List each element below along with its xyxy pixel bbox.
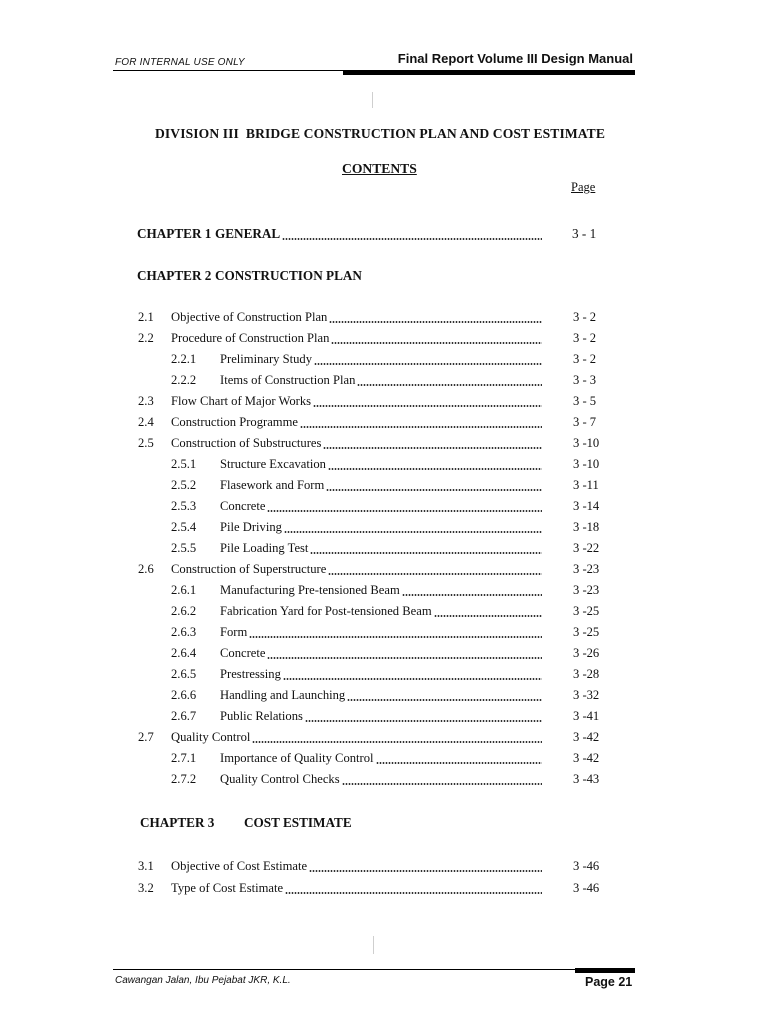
toc-dot-leader (376, 762, 542, 764)
toc-row (0, 727, 768, 747)
toc-dot-leader (249, 636, 542, 638)
toc-row (0, 433, 768, 453)
toc-page-number: 3 -23 (573, 583, 600, 597)
toc-number: 2.7.1 (171, 751, 197, 765)
toc-page-number: 3 -18 (573, 520, 600, 534)
toc-number: 2.3 (138, 394, 154, 408)
toc-label-pile-driving: Pile Driving (220, 520, 282, 534)
toc-dot-leader (323, 447, 542, 449)
toc-row (0, 601, 768, 621)
page-column-header: Page (571, 180, 596, 194)
toc-page-number: 3 - 2 (573, 331, 597, 345)
toc-row (0, 769, 768, 789)
toc-label-prestressing: Prestressing (220, 667, 281, 681)
toc-page-number: 3 - 2 (573, 310, 597, 324)
toc-label-manufacturing-pre-tensioned-beam: Manufacturing Pre-tensioned Beam (220, 583, 400, 597)
toc-dot-leader (300, 426, 542, 428)
footer-rule (113, 969, 635, 970)
toc-row (0, 307, 768, 327)
toc-page-number: 3 - 7 (573, 415, 597, 429)
toc-number: 2.5.4 (171, 520, 197, 534)
toc-page-number: 3 -42 (573, 751, 600, 765)
toc-page-number: 3 -43 (573, 772, 600, 786)
toc-label-concrete: Concrete (220, 499, 266, 513)
toc-label-construction-of-substructures: Construction of Substructures (171, 436, 322, 450)
toc-label-construction-of-superstructure: Construction of Superstructure (171, 562, 327, 576)
toc-dot-leader (328, 573, 542, 575)
toc-number: CHAPTER 2 (137, 268, 212, 283)
toc-page-number: 3 - 5 (573, 394, 597, 408)
toc-label-flow-chart-of-major-works: Flow Chart of Major Works (171, 394, 312, 408)
toc-label-form: Form (220, 625, 248, 639)
toc-dot-leader (402, 594, 542, 596)
toc-dot-leader (331, 342, 542, 344)
toc-number: CHAPTER 1 (137, 226, 212, 241)
toc-row (0, 538, 768, 558)
toc-row (0, 580, 768, 600)
toc-dot-leader (326, 489, 542, 491)
contents-title: CONTENTS (342, 161, 417, 176)
header-report-title: Final Report Volume III Design Manual (397, 51, 633, 66)
toc-dot-leader (252, 741, 542, 743)
toc-number: 2.5 (138, 436, 154, 450)
toc-row (0, 370, 768, 390)
toc-dot-leader (305, 720, 542, 722)
toc-page-number: 3 - 3 (573, 373, 597, 387)
chapter-3-title: COST ESTIMATE (244, 815, 352, 830)
toc-label-type-of-cost-estimate: Type of Cost Estimate (171, 881, 284, 895)
toc-page-number: 3 -11 (573, 478, 599, 492)
toc-label-public-relations: Public Relations (220, 709, 303, 723)
toc-label-fabrication-yard-for-post-tensioned-beam: Fabrication Yard for Post-tensioned Beam (220, 604, 432, 618)
toc-page-number: 3 -10 (573, 436, 600, 450)
toc-label-objective-of-cost-estimate: Objective of Cost Estimate (171, 859, 308, 873)
toc-number: 2.6.2 (171, 604, 197, 618)
toc-number: 2.6.4 (171, 646, 197, 660)
toc-dot-leader (328, 468, 542, 470)
toc-label-general: GENERAL (215, 226, 281, 241)
toc-number: 2.5.2 (171, 478, 197, 492)
toc-dot-leader (347, 699, 542, 701)
toc-dot-leader (357, 384, 542, 386)
toc-row (0, 475, 768, 495)
toc-number: 2.5.1 (171, 457, 197, 471)
toc-page-number: 3 -46 (573, 881, 600, 895)
toc-row (0, 685, 768, 705)
toc-number: 2.2 (138, 331, 154, 345)
toc-page-number: 3 -42 (573, 730, 600, 744)
toc-page-number: 3 -22 (573, 541, 600, 555)
toc-label-importance-of-quality-control: Importance of Quality Control (220, 751, 374, 765)
toc-label-concrete: Concrete (220, 646, 266, 660)
toc-label-pile-loading-test: Pile Loading Test (220, 541, 309, 555)
toc-label-handling-and-launching: Handling and Launching (220, 688, 346, 702)
toc-page-number: 3 -25 (573, 604, 600, 618)
toc-row (0, 622, 768, 642)
toc-dot-leader (284, 531, 542, 533)
toc-number: 3.1 (138, 859, 154, 873)
toc-page-number: 3 -32 (573, 688, 600, 702)
toc-dot-leader (310, 552, 542, 554)
toc-number: 2.6.6 (171, 688, 197, 702)
toc-row (0, 391, 768, 411)
toc-number: 2.5.3 (171, 499, 197, 513)
footer-thick-rule (575, 968, 635, 973)
toc-row (0, 224, 768, 244)
toc-row (0, 517, 768, 537)
toc-dot-leader (285, 892, 542, 894)
toc-row (0, 643, 768, 663)
toc-number: 2.1 (138, 310, 154, 324)
toc-label-quality-control: Quality Control (171, 730, 251, 744)
chapter-3-number: CHAPTER 3 (140, 815, 215, 830)
toc-number: 2.7 (138, 730, 154, 744)
toc-row (0, 748, 768, 768)
toc-row (0, 559, 768, 579)
footer-page-number: Page 21 (585, 975, 633, 989)
toc-page-number: 3 - 1 (572, 226, 597, 241)
toc-number: 2.4 (138, 415, 154, 429)
toc-label-construction-plan: CONSTRUCTION PLAN (215, 268, 362, 283)
toc-page-number: 3 -25 (573, 625, 600, 639)
toc-dot-leader (309, 870, 542, 872)
toc-number: 2.6 (138, 562, 154, 576)
toc-dot-leader (283, 678, 542, 680)
toc-label-preliminary-study: Preliminary Study (220, 352, 312, 366)
division-title: DIVISION III BRIDGE CONSTRUCTION PLAN AND COST ESTIMATE (155, 126, 606, 141)
header-classification: FOR INTERNAL USE ONLY (115, 57, 245, 68)
toc-row (0, 266, 768, 286)
toc-dot-leader (267, 510, 542, 512)
header-thick-rule (343, 71, 635, 75)
footer-organization: Cawangan Jalan, Ibu Pejabat JKR, K.L. (115, 975, 291, 986)
toc-label-quality-control-checks: Quality Control Checks (220, 772, 340, 786)
toc-row (0, 349, 768, 369)
toc-page-number: 3 -23 (573, 562, 600, 576)
toc-number: 2.6.1 (171, 583, 197, 597)
toc-dot-leader (313, 405, 542, 407)
toc-label-construction-programme: Construction Programme (171, 415, 298, 429)
toc-page-number: 3 -14 (573, 499, 600, 513)
toc-label-flasework-and-form: Flasework and Form (220, 478, 325, 492)
toc-page-number: 3 -26 (573, 646, 600, 660)
toc-dot-leader (342, 783, 542, 785)
toc-row (0, 664, 768, 684)
toc-number: 2.7.2 (171, 772, 197, 786)
toc-row (0, 454, 768, 474)
scan-mark-bottom (373, 936, 374, 954)
toc-row (0, 328, 768, 348)
toc-dot-leader (434, 615, 542, 617)
toc-dot-leader (267, 657, 542, 659)
toc-row (0, 706, 768, 726)
toc-row (0, 412, 768, 432)
toc-dot-leader (314, 363, 542, 365)
toc-number: 2.6.5 (171, 667, 197, 681)
toc-number: 2.5.5 (171, 541, 197, 555)
toc-number: 3.2 (138, 881, 154, 895)
toc-label-items-of-construction-plan: Items of Construction Plan (220, 373, 356, 387)
toc-label-objective-of-construction-plan: Objective of Construction Plan (171, 310, 328, 324)
toc-number: 2.2.2 (171, 373, 197, 387)
toc-dot-leader (329, 321, 542, 323)
scan-mark-top (372, 92, 373, 108)
toc-page-number: 3 -41 (573, 709, 600, 723)
toc-number: 2.6.3 (171, 625, 197, 639)
toc-dot-leader (282, 238, 542, 240)
toc-number: 2.6.7 (171, 709, 197, 723)
toc-page-number: 3 -46 (573, 859, 600, 873)
toc-page-number: 3 -10 (573, 457, 600, 471)
toc-number: 2.2.1 (171, 352, 197, 366)
toc-label-structure-excavation: Structure Excavation (220, 457, 326, 471)
toc-row (0, 878, 768, 898)
toc-row (0, 856, 768, 876)
toc-label-procedure-of-construction-plan: Procedure of Construction Plan (171, 331, 330, 345)
toc-row (0, 496, 768, 516)
toc-page-number: 3 -28 (573, 667, 600, 681)
toc-page-number: 3 - 2 (573, 352, 597, 366)
